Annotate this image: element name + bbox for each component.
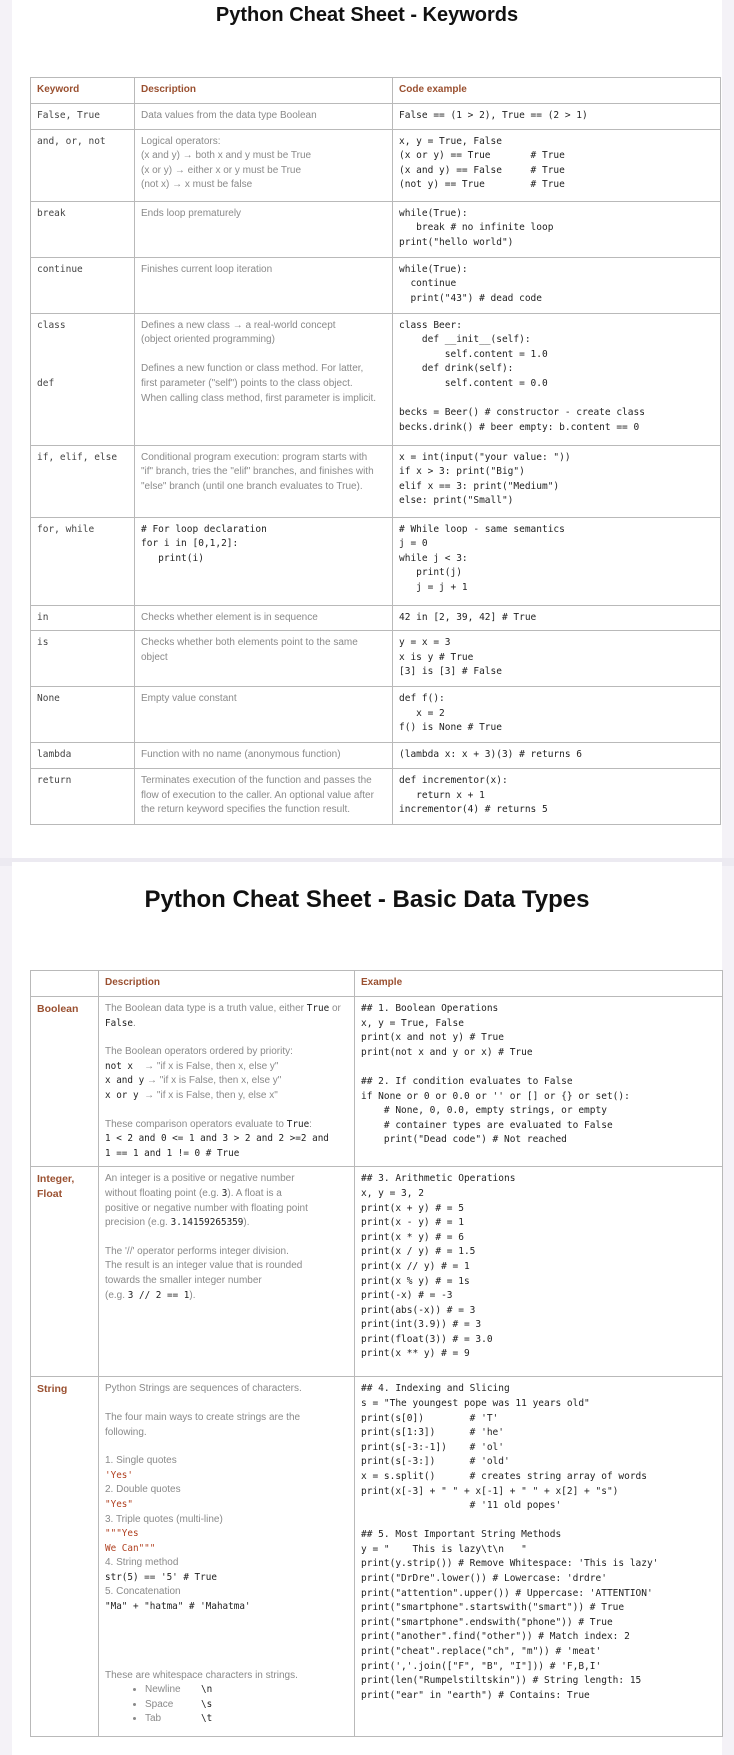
description-cell — [135, 201, 393, 257]
code-cell: False == (1 > 2), True == (2 > 1) — [393, 104, 721, 130]
ws-name: Tab — [145, 1713, 162, 1725]
ws-escape: \t — [201, 1713, 213, 1725]
table-row — [31, 129, 721, 201]
op-text: → "if x is False, then x, else y" — [133, 1060, 279, 1072]
comparison-line: 1 < 2 and 0 <= 1 and 3 > 2 and 2 >=2 and — [105, 1133, 329, 1145]
list-item — [145, 1683, 348, 1698]
header-category — [31, 971, 99, 997]
table-header-row — [31, 971, 723, 997]
description-text: Logical operators: (x and y) → both x and y must be True (x or y) → either x or y must be True (not x) → x must be false — [141, 135, 312, 191]
description-cell — [135, 313, 393, 445]
code-cell: x, y = True, False (x or y) == True # True (x and y) == False # True (not y) == True # True — [393, 129, 721, 201]
ws-name: Space — [145, 1698, 174, 1710]
table-row — [31, 605, 721, 631]
description-text: Defines a new class → a real-world concept (object oriented programming) Defines a new function or class method. For latter, first parameter ("self") points to the class object. When calling class method, first parameter is implicit. — [141, 319, 377, 404]
code-cell: 42 in [2, 39, 42] # True — [393, 605, 721, 631]
code-cell: while(True): continue print("43") # dead code — [393, 257, 721, 313]
string-way-code: str(5) == '5' # True — [105, 1571, 217, 1583]
table-row — [31, 687, 721, 743]
boolean-desc-3 — [105, 1118, 348, 1133]
op-text: → "if x is False, then y, else x" — [138, 1089, 278, 1101]
table-row — [31, 743, 721, 769]
string-desc-1: Python Strings are sequences of characters. — [105, 1383, 302, 1395]
description-cell — [99, 1377, 355, 1737]
table-row — [31, 313, 721, 445]
description-text: Empty value constant — [141, 693, 237, 705]
boolean-op — [105, 1089, 348, 1104]
description-cell: # For loop declaration for i in [0,1,2]: print(i) — [135, 517, 393, 605]
keyword-cell: for, while — [31, 517, 135, 605]
header-description: Description — [135, 78, 393, 104]
description-cell — [135, 257, 393, 313]
list-item — [145, 1712, 348, 1727]
text: ). — [243, 1217, 250, 1229]
keywords-table — [30, 77, 721, 825]
string-way-label: 4. String method — [105, 1557, 179, 1569]
code-cell: while(True): break # no infinite loop print("hello world") — [393, 201, 721, 257]
string-way-label: 2. Double quotes — [105, 1484, 181, 1496]
boolean-desc-1 — [105, 1002, 348, 1031]
string-way-label: 5. Concatenation — [105, 1586, 181, 1598]
string-way-code: "Yes" — [105, 1498, 133, 1510]
data-types-table — [30, 970, 723, 1737]
keyword-cell: in — [31, 605, 135, 631]
string-way-label: 3. Triple quotes (multi-line) — [105, 1513, 223, 1525]
code: 3 — [221, 1187, 228, 1199]
description-cell — [99, 1167, 355, 1377]
boolean-op — [105, 1074, 348, 1089]
op-code: not x — [105, 1060, 133, 1072]
keyword-cell: continue — [31, 257, 135, 313]
description-text: Finishes current loop iteration — [141, 263, 273, 275]
description-cell — [135, 104, 393, 130]
code-true: True — [286, 1118, 310, 1130]
text: ). — [189, 1289, 196, 1301]
data-types-sheet — [12, 862, 722, 1755]
description-cell — [135, 769, 393, 825]
keyword-cell: class def — [31, 313, 135, 445]
description-text: Conditional program execution: program starts with "if" branch, tries the "elif" branches, and finishes with "else" branch (until one branch evaluates to True). — [141, 451, 374, 492]
code-cell: # While loop - same semantics j = 0 while j < 3: print(j) j = j + 1 — [393, 517, 721, 605]
code-cell: def f(): x = 2 f() is None # True — [393, 687, 721, 743]
description-cell — [135, 687, 393, 743]
table-row — [31, 104, 721, 130]
comparison-line: 1 == 1 and 1 != 0 # True — [105, 1147, 240, 1159]
table-row — [31, 445, 721, 517]
header-keyword: Keyword — [31, 78, 135, 104]
keyword-cell: False, True — [31, 104, 135, 130]
description-cell — [99, 997, 355, 1167]
header-description: Description — [99, 971, 355, 997]
code-true: True — [306, 1003, 330, 1014]
example-cell: ## 4. Indexing and Slicing s = "The youngest pope was 11 years old" print(s[0]) # 'T' print(s[1:3]) # 'he' print(s[-3:-1]) # 'ol' print(s[-3:]) # 'old' x = s.split() # creates string array of words print(x[-3] + " " + x[-1] + " " + x[2] + "s") # '11 old popes' ## 5. Most Important String Methods y = " This is lazy\t\n " print(y.strip()) # Remove Whitespace: 'This is lazy' print("DrDre".lower()) # Lowercase: 'drdre' print("attention".upper()) # Uppercase: 'ATTENTION' print("smartphone".startswith("smart")) # True print("smartphone".endswith("phone")) # True print("another".find("other")) # Match index: 2 print("cheat".replace("ch", "m")) # 'meat' print(','.join(["F", "B", "I"])) # 'F,B,I' print(len("Rumpelstiltskin")) # String length: 15 print("ear" in "earth") # Contains: True — [355, 1377, 723, 1737]
code-cell: y = x = 3 x is y # True [3] is [3] # False — [393, 631, 721, 687]
description-text: Function with no name (anonymous function) — [141, 749, 341, 761]
boolean-op — [105, 1060, 348, 1075]
keywords-title: Python Cheat Sheet - Keywords — [215, 4, 519, 26]
category-cell: Boolean — [31, 997, 99, 1167]
boolean-desc-2: The Boolean operators ordered by priority: — [105, 1046, 293, 1058]
whitespace-list — [105, 1683, 348, 1727]
description-text: Data values from the data type Boolean — [141, 110, 317, 121]
header-example: Example — [355, 971, 723, 997]
description-text: Checks whether both elements point to the same object — [141, 637, 358, 663]
text: These comparison operators evaluate to — [105, 1118, 287, 1130]
table-row — [31, 997, 723, 1167]
op-text: → "if x is False, then x, else y" — [144, 1075, 282, 1087]
table-row — [31, 631, 721, 687]
string-desc-2: The four main ways to create strings are the following. — [105, 1411, 301, 1438]
code-cell: (lambda x: x + 3)(3) # returns 6 — [393, 743, 721, 769]
text: The '//' operator performs integer division. The result is an integer value that is rounded towards the smaller integer number (e.g. — [105, 1245, 303, 1301]
code: 3 // 2 == 1 — [127, 1289, 190, 1301]
code-cell: def incrementor(x): return x + 1 incrementor(4) # returns 5 — [393, 769, 721, 825]
keyword-cell: break — [31, 201, 135, 257]
description-text: Ends loop prematurely — [141, 207, 242, 219]
ws-escape: \n — [201, 1684, 213, 1696]
category-cell: Integer, Float — [31, 1167, 99, 1377]
keyword-cell: None — [31, 687, 135, 743]
keyword-cell: lambda — [31, 743, 135, 769]
table-row — [31, 1377, 723, 1737]
text: ). A float is a positive or negative number with floating point precision (e.g. — [105, 1187, 308, 1229]
ws-name: Newline — [145, 1684, 181, 1696]
code-false: False — [105, 1017, 133, 1029]
keyword-cell: return — [31, 769, 135, 825]
ws-escape: \s — [201, 1698, 213, 1710]
description-cell — [135, 605, 393, 631]
example-cell: ## 1. Boolean Operations x, y = True, False print(x and not y) # True print(not x and y or x) # True ## 2. If condition evaluates to False if None or 0 or 0.0 or '' or [] or {} or set(): # None, 0, 0.0, empty strings, or empty # container types are evaluated to False print("Dead code") # Not reached — [355, 997, 723, 1167]
text: An integer is a positive or negative number without floating point (e.g. — [105, 1173, 295, 1199]
whitespace-desc: These are whitespace characters in strings. — [105, 1669, 298, 1681]
op-code: x or y — [105, 1089, 139, 1101]
keywords-sheet — [12, 0, 722, 862]
description-cell — [135, 445, 393, 517]
op-code: x and y — [105, 1075, 145, 1087]
text: The Boolean data type is a truth value, either — [105, 1003, 305, 1014]
example-cell: ## 3. Arithmetic Operations x, y = 3, 2 print(x + y) # = 5 print(x - y) # = 1 print(x * y) # = 6 print(x / y) # = 1.5 print(x // y) # = 1 print(x % y) # = 1s print(-x) # = -3 print(abs(-x)) # = 3 print(int(3.9)) # = 3 print(float(3)) # = 3.0 print(x ** y) # = 9 — [355, 1167, 723, 1377]
data-types-title: Python Cheat Sheet - Basic Data Types — [144, 886, 590, 913]
table-row — [31, 201, 721, 257]
table-row — [31, 769, 721, 825]
table-row — [31, 1167, 723, 1377]
list-item — [145, 1698, 348, 1713]
integer-desc-2 — [105, 1245, 348, 1303]
description-cell — [135, 743, 393, 769]
text: or — [329, 1003, 341, 1014]
text: . — [133, 1017, 136, 1029]
description-cell — [135, 631, 393, 687]
code: 3.14159265359 — [170, 1217, 244, 1229]
category-cell: String — [31, 1377, 99, 1737]
keyword-cell: is — [31, 631, 135, 687]
string-way-code: "Ma" + "hatma" # 'Mahatma' — [105, 1601, 251, 1613]
keyword-cell: and, or, not — [31, 129, 135, 201]
table-header-row — [31, 78, 721, 104]
table-row — [31, 517, 721, 605]
text: : — [309, 1118, 312, 1130]
code-cell: x = int(input("your value: ")) if x > 3: print("Big") elif x == 3: print("Medium") else: print("Small") — [393, 445, 721, 517]
description-text: Checks whether element is in sequence — [141, 611, 318, 623]
description-text: Terminates execution of the function and passes the flow of execution to the caller. An optional value after the return keyword specifies the function result. — [141, 775, 374, 816]
string-way-code: 'Yes' — [105, 1469, 133, 1481]
string-way-code: """Yes We Can""" — [105, 1528, 156, 1554]
integer-desc-1 — [105, 1172, 348, 1230]
header-code-example: Code example — [393, 78, 721, 104]
code-cell: class Beer: def __init__(self): self.content = 1.0 def drink(self): self.content = 0.0 becks = Beer() # constructor - create class becks.drink() # beer empty: b.content == 0 — [393, 313, 721, 445]
keyword-cell: if, elif, else — [31, 445, 135, 517]
description-cell — [135, 129, 393, 201]
string-way-label: 1. Single quotes — [105, 1455, 177, 1467]
table-row — [31, 257, 721, 313]
